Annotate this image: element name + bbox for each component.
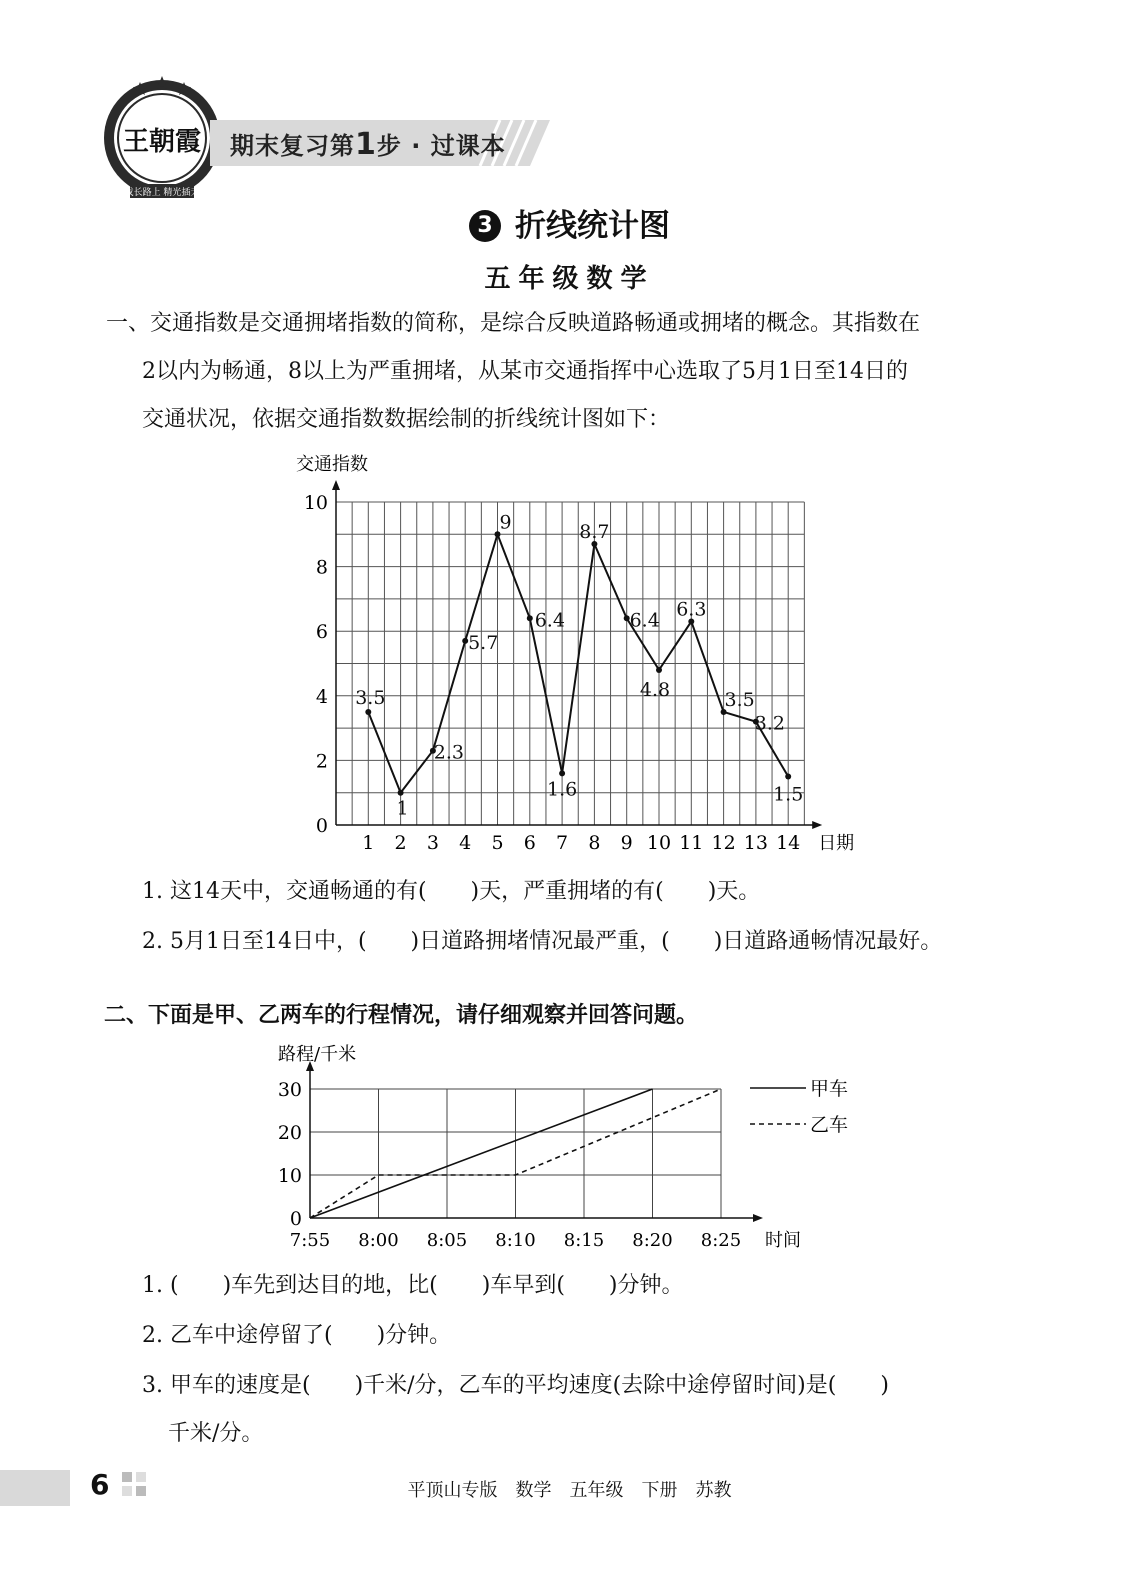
x-axis-arrow xyxy=(812,821,822,829)
data-label: 9 xyxy=(499,511,512,534)
banner-title: 期末复习第1步 · 过课本 xyxy=(230,127,506,162)
data-label: 5.7 xyxy=(468,631,499,654)
page-subtitle: 五年级数学 xyxy=(484,264,655,294)
y-tick-label: 2 xyxy=(315,750,328,773)
y-tick-label: 20 xyxy=(277,1122,302,1144)
x-tick-label: 8:05 xyxy=(426,1230,468,1251)
data-point xyxy=(656,667,662,673)
x-tick-label: 8:00 xyxy=(358,1230,399,1251)
x-tick-label: 6 xyxy=(523,832,536,854)
x-tick-label: 8:15 xyxy=(563,1230,605,1251)
title-number-badge: 3 xyxy=(469,210,501,242)
data-label: 3.5 xyxy=(724,688,755,711)
page-title xyxy=(0,200,1139,245)
x-tick-label: 4 xyxy=(459,832,472,854)
data-label: 1 xyxy=(396,797,409,820)
x-axis-title: 时间 xyxy=(765,1230,801,1251)
y-tick-label: 10 xyxy=(303,492,328,514)
brand-slogan: 成长路上 精光插天 xyxy=(124,188,200,198)
data-label: 8.7 xyxy=(579,520,610,543)
section1-line-1: 一、交通指数是交通拥堵指数的简称，是综合反映道路畅通或拥堵的概念。其指数在 xyxy=(106,311,921,336)
x-tick-label: 8 xyxy=(588,832,601,854)
x-tick-label: 5 xyxy=(491,832,504,854)
x-axis-arrow xyxy=(753,1214,763,1222)
y-tick-label: 6 xyxy=(315,621,328,644)
x-tick-label: 3 xyxy=(426,832,439,854)
y-tick-label: 8 xyxy=(315,556,328,579)
data-point xyxy=(527,615,533,621)
y-tick-label: 30 xyxy=(277,1079,302,1101)
section1-line-3: 交通状况，依据交通指数数据绘制的折线统计图如下： xyxy=(142,407,671,432)
x-axis-title: 日期 xyxy=(818,833,855,854)
data-label: 4.8 xyxy=(639,678,671,701)
vehicle-distance-chart xyxy=(270,1034,870,1264)
data-label: 6.4 xyxy=(534,609,565,632)
data-point xyxy=(785,774,791,780)
x-tick-label: 8:10 xyxy=(495,1230,536,1251)
x-tick-label: 8:25 xyxy=(700,1230,742,1251)
series-line-jia xyxy=(310,1089,653,1218)
title-text: 折线统计图 xyxy=(515,208,670,244)
data-label: 3.2 xyxy=(754,712,786,735)
y-axis-arrow xyxy=(332,480,340,490)
section1-question-1: 1. 这14天中，交通畅通的有( )天，严重拥堵的有( )天。 xyxy=(142,879,761,904)
x-tick-label: 12 xyxy=(711,832,736,854)
legend-label: 甲车 xyxy=(810,1078,849,1100)
data-label: 6.4 xyxy=(629,609,660,632)
y-tick-label: 10 xyxy=(277,1165,302,1187)
x-tick-label: 9 xyxy=(620,832,633,854)
section2-heading: 二、下面是甲、乙两车的行程情况，请仔细观察并回答问题。 xyxy=(104,1003,699,1028)
section2-question-3: 3. 甲车的速度是( )千米/分，乙车的平均速度(去除中途停留时间)是( ) xyxy=(142,1373,889,1398)
section2-question-3-cont: 千米/分。 xyxy=(168,1421,264,1446)
data-label: 2.3 xyxy=(433,741,465,764)
x-tick-label: 2 xyxy=(394,832,407,854)
section1-line-2: 2以内为畅通，8以上为严重拥堵，从某市交通指挥中心选取了5月1日至14日的 xyxy=(142,359,908,384)
section2-question-2: 2. 乙车中途停留了( )分钟。 xyxy=(142,1323,452,1348)
section2-question-1: 1. ( )车先到达目的地，比( )车早到( )分钟。 xyxy=(142,1273,684,1298)
footer-edition: 平顶山专版 数学 五年级 下册 苏教 xyxy=(407,1480,732,1501)
page-number: 6 xyxy=(90,1468,110,1501)
y-tick-label: 4 xyxy=(315,685,328,708)
y-axis-title: 路程/千米 xyxy=(278,1044,357,1065)
x-tick-label: 10 xyxy=(646,832,672,854)
x-tick-label: 13 xyxy=(743,832,768,854)
y-tick-label: 0 xyxy=(315,815,328,837)
traffic-index-chart xyxy=(280,440,860,870)
legend-label: 乙车 xyxy=(810,1114,849,1136)
y-tick-label: 0 xyxy=(289,1208,302,1230)
data-label: 3.5 xyxy=(355,686,386,709)
publisher-logo xyxy=(100,76,224,200)
data-point xyxy=(365,709,371,715)
brand-name: 王朝霞 xyxy=(122,127,202,157)
y-axis-title: 交通指数 xyxy=(296,454,368,475)
section1-question-2: 2. 5月1日至14日中，( )日道路拥堵情况最严重，( )日道路通畅情况最好。 xyxy=(142,929,943,954)
data-label: 1.5 xyxy=(773,783,804,806)
x-tick-label: 7:55 xyxy=(289,1230,331,1251)
x-tick-label: 7 xyxy=(556,832,569,854)
x-tick-label: 14 xyxy=(776,832,801,854)
x-tick-label: 1 xyxy=(362,832,375,854)
data-point xyxy=(559,770,565,776)
x-tick-label: 11 xyxy=(679,832,704,854)
data-label: 6.3 xyxy=(676,598,707,621)
x-tick-label: 8:20 xyxy=(632,1230,673,1251)
data-label: 1.6 xyxy=(546,778,578,801)
data-point xyxy=(398,790,404,796)
